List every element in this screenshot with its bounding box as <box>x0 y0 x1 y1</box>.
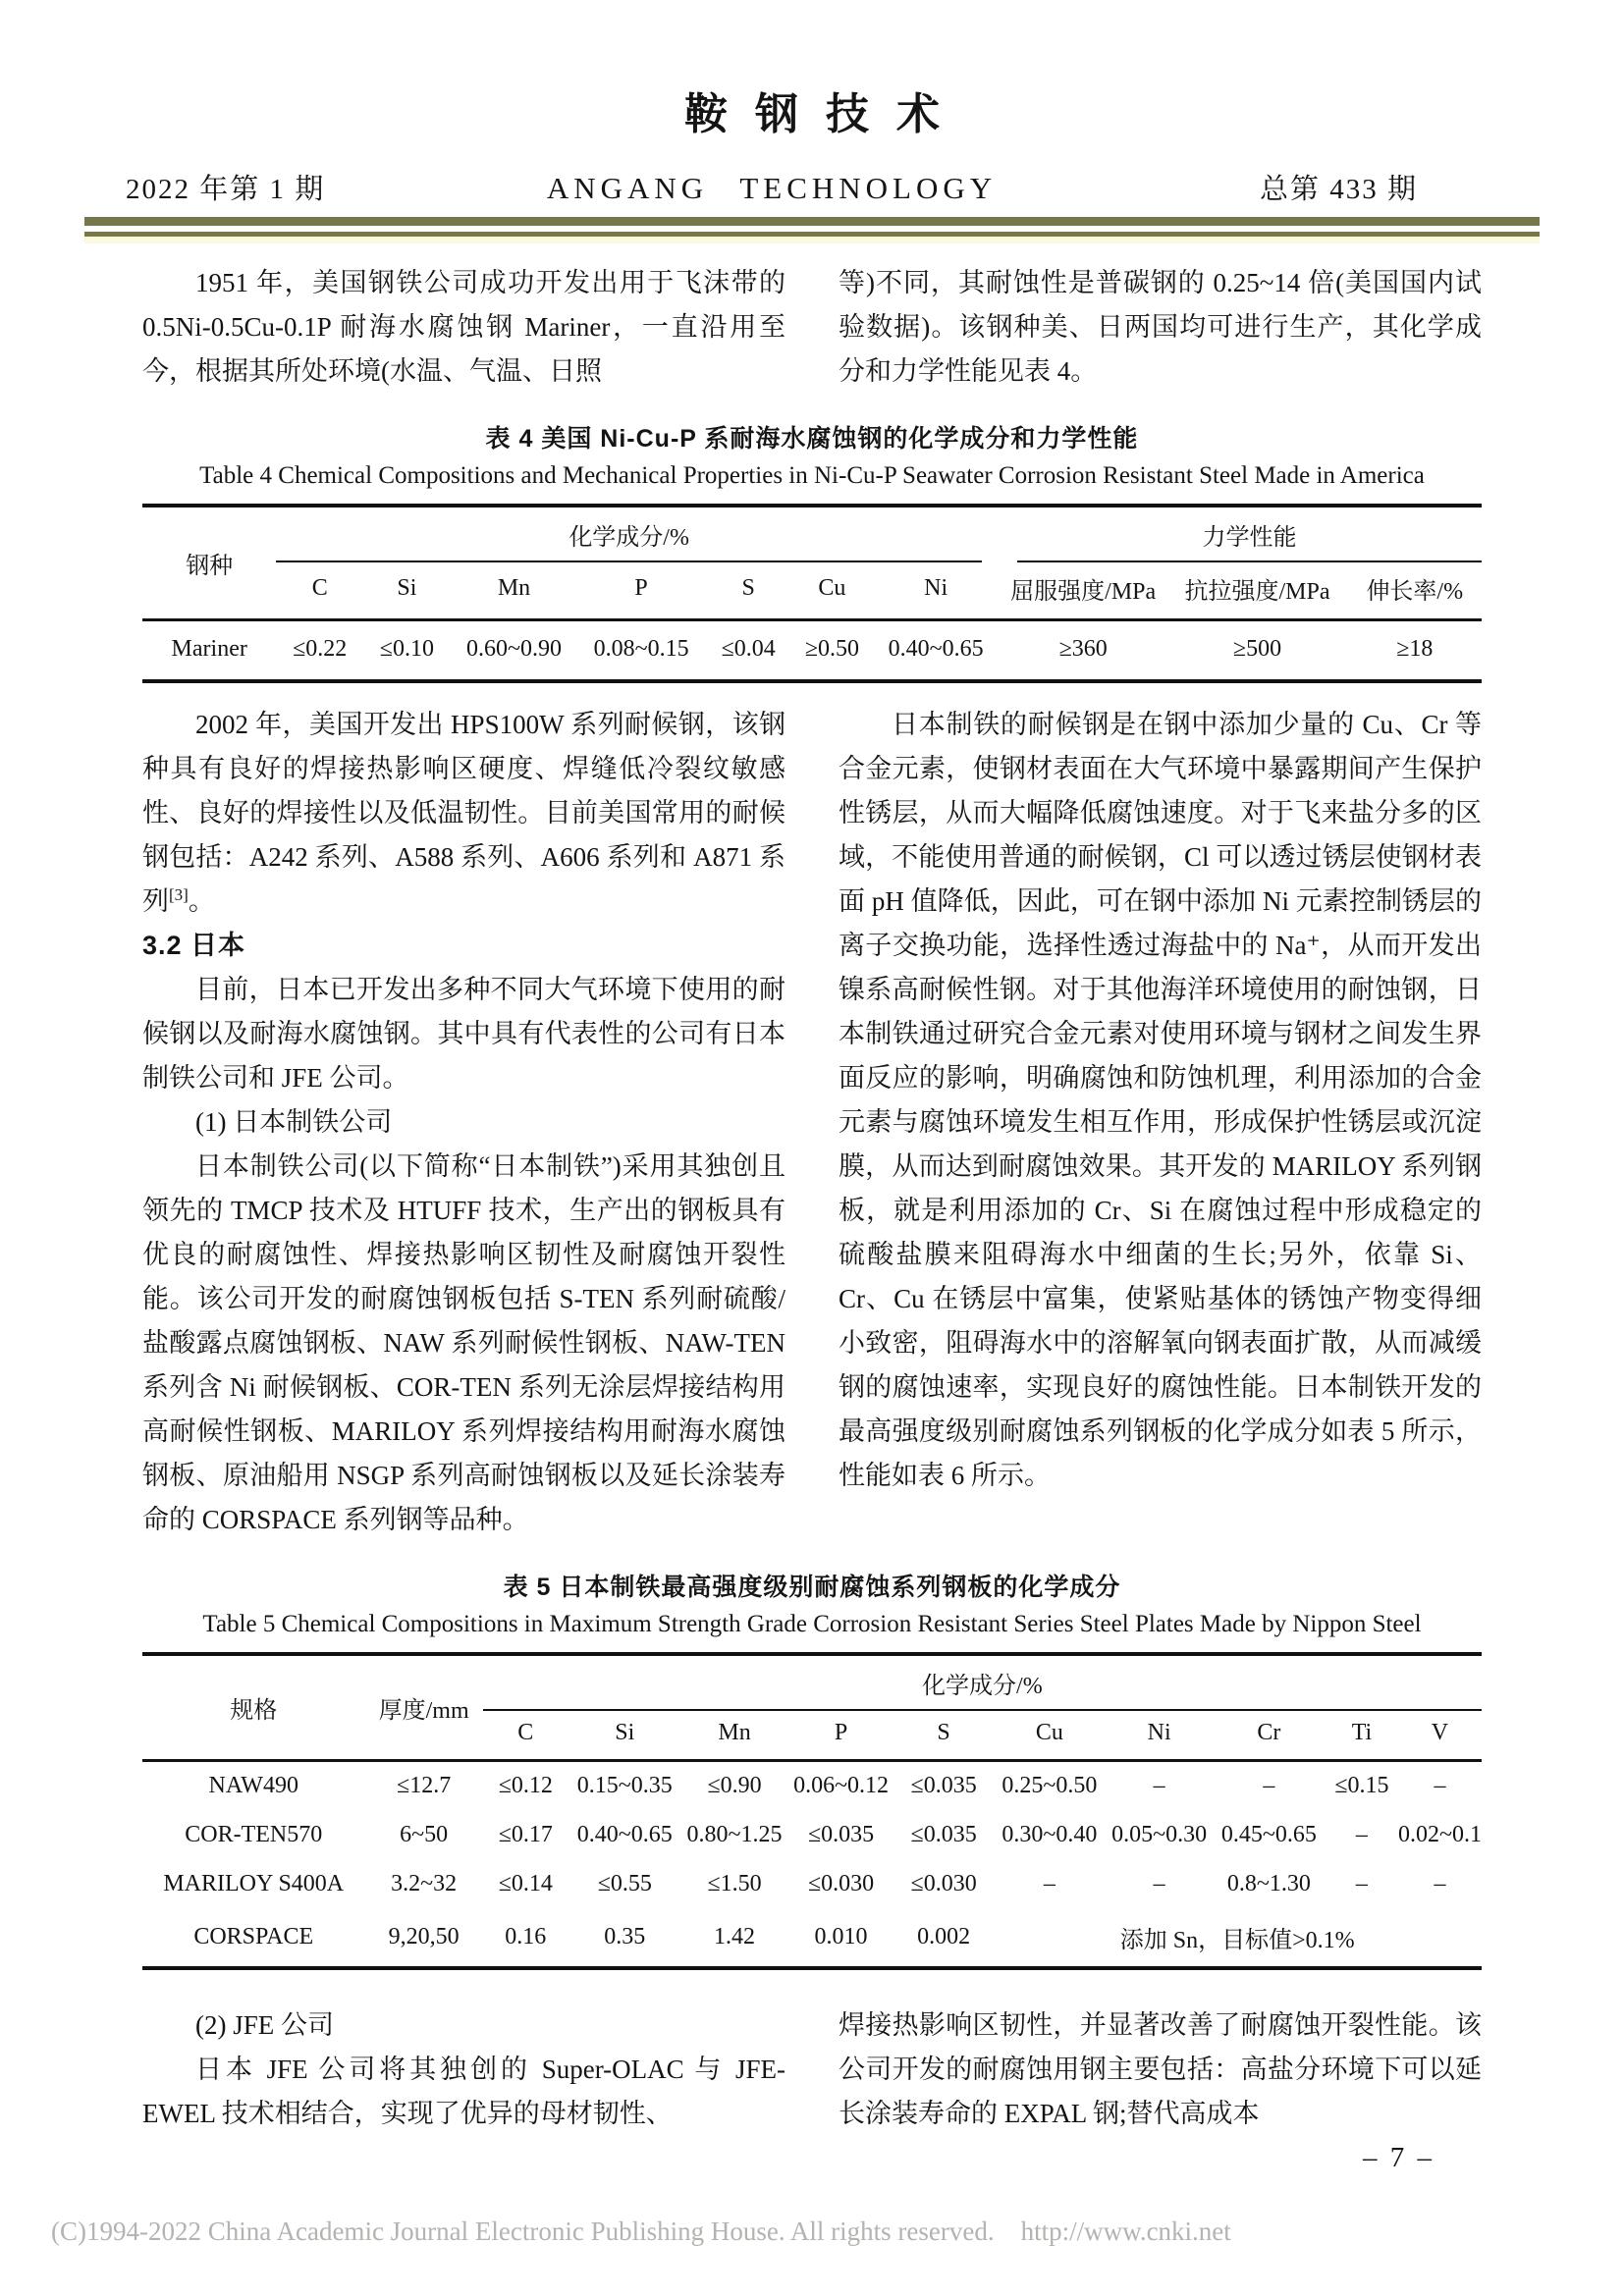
citation-ref: [3] <box>169 885 189 904</box>
col-header: P <box>577 562 705 620</box>
cell: NAW490 <box>208 1773 298 1798</box>
cell: 0.08~0.15 <box>593 636 689 662</box>
body-left-column <box>142 703 785 1542</box>
cell: 0.60~0.90 <box>466 636 562 662</box>
paragraph: 1951 年，美国钢铁公司成功开发出用于飞沫带的 0.5Ni-0.5Cu-0.1P 耐海水腐蚀钢 Mariner，一直沿用至今，根据其所处环境(水温、气温、日照 <box>142 268 785 386</box>
col-header: Ti <box>1326 1711 1398 1761</box>
issue-number: 2022 年第 1 期 <box>126 174 326 205</box>
table4-group-mech-label: 力学性能 <box>1017 517 1482 562</box>
page-header <box>0 0 1624 243</box>
cell: ≤0.55 <box>597 1871 652 1896</box>
cell: Mariner <box>171 636 247 662</box>
cell: 0.25~0.50 <box>1001 1773 1098 1798</box>
col-header: Si <box>568 1711 681 1761</box>
cell: 0.15~0.35 <box>576 1773 673 1798</box>
col-header: Mn <box>451 562 578 620</box>
cell: ≤1.50 <box>707 1871 762 1896</box>
cell: – <box>1355 1871 1368 1896</box>
table4-caption-en: Table 4 Chemical Compositions and Mechanical Properties in Ni-Cu-P Seawater Corrosion Resistant Steel Made in America <box>199 462 1425 489</box>
paragraph-text: 。 <box>188 886 215 916</box>
table4-group-chem-label: 化学成分/% <box>276 517 982 562</box>
cell: 0.16 <box>505 1924 547 1949</box>
cell: 0.40~0.65 <box>576 1822 673 1847</box>
cell: 0.45~0.65 <box>1220 1822 1317 1847</box>
col-header: Cu <box>993 1711 1106 1761</box>
cell: 6~50 <box>400 1822 449 1847</box>
col-header: Si <box>363 562 451 620</box>
cell-merged-note: 添加 Sn，目标值>0.1% <box>1119 1928 1355 1953</box>
cell: – <box>1153 1773 1165 1798</box>
table5-spec-col-header: 规格 <box>142 1654 365 1761</box>
table4-caption-zh: 表 4 美国 Ni-Cu-P 系耐海水腐蚀钢的化学成分和力学性能 <box>485 425 1139 453</box>
cell: ≥0.50 <box>804 636 860 662</box>
cell: ≤0.030 <box>910 1871 977 1896</box>
paragraph: 日本制铁的耐候钢是在钢中添加少量的 Cu、Cr 等合金元素，使钢材表面在大气环境中暴露期间产生保护性锈层，从而大幅降低腐蚀速度。对于飞来盐分多的区域，不能使用普通的耐候钢，Cl 可以透过锈层使钢材表面 pH 值降低，因此，可在钢中添加 Ni 元素控制锈层的离子交换功能，选择性透过海盐中的 Na⁺，从而开发出镍系高耐候性钢。对于其他海洋环境使用的耐蚀钢，日本制铁通过研究合金元素对使用环境与钢材之间发生界面反应的影响，明确腐蚀和防蚀机理，利用添加的合金元素与腐蚀环境发生相互作用，形成保护性锈层或沉淀膜，从而达到耐腐蚀效果。其开发的 MARILOY 系列钢板，就是利用添加的 Cr、Si 在腐蚀过程中形成稳定的硫酸盐膜来阻碍海水中细菌的生长;另外，依靠 Si、Cr、Cu 在锈层中富集，使紧贴基体的锈蚀产物变得细小致密，阻碍海水中的溶解氧向钢表面扩散，从而减缓钢的腐蚀速率，实现良好的腐蚀性能。日本制铁开发的最高强度级别耐腐蚀系列钢板的化学成分如表 5 所示，性能如表 6 所示。 <box>839 710 1482 1490</box>
col-header: C <box>483 1711 568 1761</box>
cell: ≤0.10 <box>379 636 434 662</box>
intro-right-column <box>839 261 1482 394</box>
table5-group-header-row <box>142 1654 1482 1711</box>
table5-caption-zh: 表 5 日本制铁最高强度级别耐腐蚀系列钢板的化学成分 <box>503 1574 1121 1601</box>
cell: ≤0.90 <box>707 1773 762 1798</box>
body-right-column <box>839 703 1482 1542</box>
cell: 0.8~1.30 <box>1226 1871 1311 1896</box>
col-header: Mn <box>681 1711 788 1761</box>
cumulative-issue-number: 总第 433 期 <box>1259 174 1418 205</box>
section-heading: 3.2 日本 <box>142 931 246 960</box>
table5-thickness-col-header: 厚度/mm <box>365 1654 483 1761</box>
intro-columns <box>0 261 1624 394</box>
list-item-heading: (2) JFE 公司 <box>195 2010 334 2040</box>
cell: 0.05~0.30 <box>1111 1822 1208 1847</box>
journal-title-en: ANGANG TECHNOLOGY <box>546 171 998 205</box>
cell: 3.2~32 <box>391 1871 458 1896</box>
cell: ≥360 <box>1058 636 1108 662</box>
cell: – <box>1355 1822 1368 1847</box>
cell: – <box>1043 1871 1056 1896</box>
table-row <box>142 620 1482 682</box>
col-header: Ni <box>872 562 1000 620</box>
bottom-columns <box>0 2003 1624 2136</box>
intro-left-column <box>142 261 785 394</box>
table5-block <box>0 1568 1624 1970</box>
journal-info-row <box>0 167 1624 207</box>
cell: ≤0.035 <box>910 1822 977 1847</box>
cell: 0.40~0.65 <box>888 636 984 662</box>
header-rule <box>84 217 1540 243</box>
col-header: 屈服强度/MPa <box>1000 562 1167 620</box>
cell: ≤0.22 <box>293 636 348 662</box>
cell: CORSPACE <box>193 1924 314 1949</box>
cell: 9,20,50 <box>388 1924 460 1949</box>
cell: ≥500 <box>1232 636 1282 662</box>
cell: MARILOY S400A <box>163 1871 345 1896</box>
table-4 <box>142 504 1482 683</box>
paragraph: 日本制铁公司(以下简称“日本制铁”)采用其独创且领先的 TMCP 技术及 HTUFF 技术，生产出的钢板具有优良的耐腐蚀性、焊接热影响区韧性及耐腐蚀开裂性能。该公司开发的耐腐蚀钢板包括 S-TEN 系列耐硫酸/盐酸露点腐蚀钢板、NAW 系列耐候性钢板、NAW-TEN 系列含 Ni 耐候钢板、COR-TEN 系列无涂层焊接结构用高耐候性钢板、MARILOY 系列焊接结构用耐海水腐蚀钢板、原油船用 NSGP 系列高耐蚀钢板以及延长涂装寿命的 CORSPACE 系列钢等品种。 <box>142 1151 785 1534</box>
col-header: S <box>894 1711 994 1761</box>
copyright-footer: (C)1994-2022 China Academic Journal Electronic Publishing House. All rights reserved. http://www.cnki.net <box>51 2216 1231 2246</box>
paragraph-text: 2002 年，美国开发出 HPS100W 系列耐候钢，该钢种具有良好的焊接热影响区硬度、焊缝低冷裂纹敏感性、良好的焊接性以及低温韧性。目前美国常用的耐候钢包括：A242 系列、A588 系列、A606 系列和 A871 系列 <box>142 710 785 916</box>
table5-caption-en: Table 5 Chemical Compositions in Maximum Strength Grade Corrosion Resistant Series Steel Plates Made by Nippon Steel <box>202 1611 1422 1637</box>
table4-group-mech <box>1000 506 1482 562</box>
paragraph: 目前，日本已开发出多种不同大气环境下使用的耐候钢以及耐海水腐蚀钢。其中具有代表性的公司有日本制铁公司和 JFE 公司。 <box>142 975 785 1093</box>
cell: 0.30~0.40 <box>1001 1822 1098 1847</box>
table4-group-header-row <box>142 506 1482 562</box>
cell: – <box>1434 1773 1446 1798</box>
cell: 0.02~0.1 <box>1397 1822 1482 1847</box>
cell: 0.002 <box>917 1924 971 1949</box>
cell: ≤0.04 <box>721 636 776 662</box>
bottom-right-column <box>839 2003 1482 2136</box>
header-rule-thick <box>84 217 1540 226</box>
header-rule-tint <box>84 237 1540 243</box>
col-header: Ni <box>1106 1711 1213 1761</box>
table-row-corspace <box>142 1909 1482 1968</box>
journal-title-zh: 鞍钢技术 <box>684 90 967 138</box>
col-header: P <box>787 1711 894 1761</box>
col-header: Cr <box>1213 1711 1326 1761</box>
cell: – <box>1153 1871 1165 1896</box>
bottom-left-column <box>142 2003 785 2136</box>
table4-steel-col-header: 钢种 <box>142 506 276 620</box>
cell: 1.42 <box>714 1924 756 1949</box>
table5-group-chem <box>483 1654 1482 1711</box>
cell: ≤0.12 <box>498 1773 553 1798</box>
cell: ≤0.030 <box>807 1871 875 1896</box>
cell: ≤0.035 <box>807 1822 875 1847</box>
cell: 0.06~0.12 <box>793 1773 890 1798</box>
col-header: C <box>276 562 363 620</box>
table4-column-header-row <box>142 562 1482 620</box>
paragraph: 日本 JFE 公司将其独创的 Super-OLAC 与 JFE-EWEL 技术相结合，实现了优异的母材韧性、 <box>142 2055 785 2128</box>
col-header: 抗拉强度/MPa <box>1166 562 1347 620</box>
cell: 0.010 <box>814 1924 868 1949</box>
table5-group-chem-label: 化学成分/% <box>483 1666 1482 1711</box>
cell: – <box>1434 1871 1446 1896</box>
col-header: S <box>705 562 792 620</box>
table4-group-chem <box>276 506 1000 562</box>
table-row <box>142 1761 1482 1812</box>
cell: ≤12.7 <box>397 1773 452 1798</box>
cell: ≤0.17 <box>498 1822 553 1847</box>
cell: 0.80~1.25 <box>686 1822 783 1847</box>
cell: – <box>1263 1773 1275 1798</box>
paragraph: 等)不同，其耐蚀性是普碳钢的 0.25~14 倍(美国国内试验数据)。该钢种美、日两国均可进行生产，其化学成分和力学性能见表 4。 <box>839 268 1482 386</box>
cell: 0.35 <box>604 1924 646 1949</box>
paragraph: 焊接热影响区韧性，并显著改善了耐腐蚀开裂性能。该公司开发的耐腐蚀用钢主要包括：高盐分环境下可以延长涂装寿命的 EXPAL 钢;替代高成本 <box>839 2010 1482 2128</box>
table4-block <box>0 419 1624 683</box>
col-header: Cu <box>792 562 873 620</box>
list-item-heading: (1) 日本制铁公司 <box>195 1107 393 1137</box>
cell: ≤0.15 <box>1334 1773 1389 1798</box>
cell: COR-TEN570 <box>185 1822 323 1847</box>
col-header: V <box>1398 1711 1482 1761</box>
table-5 <box>142 1652 1482 1970</box>
cell: ≤0.035 <box>910 1773 977 1798</box>
paragraph <box>142 703 785 924</box>
table-row <box>142 1860 1482 1909</box>
body-columns <box>0 703 1624 1542</box>
cell: ≥18 <box>1396 636 1434 662</box>
table-row <box>142 1811 1482 1860</box>
page-number: – 7 – <box>1363 2142 1435 2173</box>
col-header: 伸长率/% <box>1348 562 1482 620</box>
cell: ≤0.14 <box>498 1871 553 1896</box>
